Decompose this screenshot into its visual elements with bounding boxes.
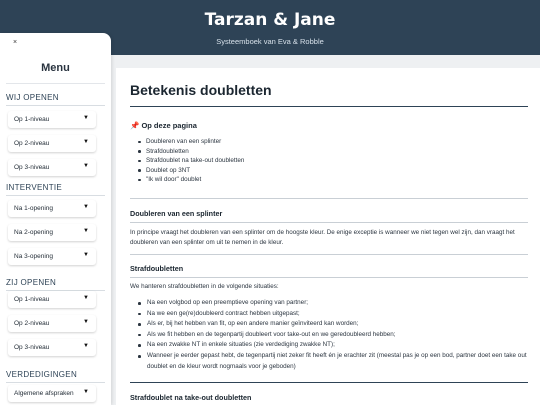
site-title: Tarzan & Jane <box>204 10 336 30</box>
close-icon[interactable]: × <box>13 39 18 46</box>
dropdown-interventie-1[interactable] <box>8 200 96 217</box>
section-text-splinter: In principe vraagt het doubleren van een splinter om de hoogste kleur. De enige exceptie is wanneer we niet tegen wel zijn, dan vraagt het doubleren van een splinter om uit te nemen in de kleur. <box>130 229 515 246</box>
section-label-wij-openen: WIJ OPENEN <box>6 93 59 102</box>
chevron-down-icon: ▼ <box>83 389 89 395</box>
dropdown-label: Op 3-niveau <box>14 164 50 171</box>
dropdown-label: Op 1-niveau <box>14 116 50 123</box>
list-item: Na een zwakke NT in enkele situaties (zie verdediging zwakke NT); <box>138 340 528 351</box>
chevron-down-icon: ▼ <box>83 115 89 121</box>
toc-link[interactable]: Strafdoubletten <box>138 148 244 158</box>
chevron-down-icon: ▼ <box>83 139 89 145</box>
section-intro-strafdoubletten: We hanteren strafdoubletten in de volgende situaties: <box>130 283 279 290</box>
chevron-down-icon: ▼ <box>83 343 89 349</box>
dropdown-label: Op 2-niveau <box>14 320 50 327</box>
sidebar-menu <box>0 33 111 405</box>
title-divider <box>130 106 528 107</box>
pin-icon: 📌 <box>130 121 140 130</box>
dropdown-label: Na 3-opening <box>14 253 54 260</box>
chevron-down-icon: ▼ <box>83 163 89 169</box>
dropdown-label: Na 2-opening <box>14 229 54 236</box>
toc-link[interactable]: "Ik wil door" doublet <box>138 176 244 186</box>
dropdown-zij-openen-1[interactable] <box>8 291 96 308</box>
dropdown-label: Op 3-niveau <box>14 344 50 351</box>
section-divider <box>130 254 528 255</box>
toc-link[interactable]: Doubleren van een splinter <box>138 138 244 148</box>
section-divider <box>6 105 105 106</box>
dropdown-zij-openen-3[interactable] <box>8 339 96 356</box>
dropdown-label: Op 2-niveau <box>14 140 50 147</box>
list-item: Wanneer je eerder gepast hebt, de tegenpartij niet zeker fit heeft én je erachter zit (meestal pas je op een bod, partner doet een take out doublet en de kleur wordt nogmaals voor je geboden) <box>138 351 528 372</box>
dropdown-zij-openen-2[interactable] <box>8 315 96 332</box>
dropdown-wij-openen-3[interactable] <box>8 159 96 176</box>
site-subtitle: Systeemboek van Eva & Robble <box>216 37 324 46</box>
dropdown-wij-openen-1[interactable] <box>8 111 96 128</box>
list-item: Als we fit hebben en de tegenpartij doubleert voor take-out en we geredoubleerd hebben; <box>138 330 528 341</box>
chevron-down-icon: ▼ <box>83 252 89 258</box>
dropdown-interventie-2[interactable] <box>8 224 96 241</box>
dropdown-wij-openen-2[interactable] <box>8 135 96 152</box>
chevron-down-icon: ▼ <box>83 228 89 234</box>
section-divider <box>6 195 105 196</box>
page-title: Betekenis doubletten <box>130 82 272 98</box>
dropdown-interventie-3[interactable] <box>8 248 96 265</box>
section-divider <box>130 222 528 223</box>
list-item: Na we een ge(re)doubleerd contract hebben uitgepast; <box>138 309 528 320</box>
chevron-down-icon: ▼ <box>83 295 89 301</box>
section-label-verdedigingen: VERDEDIGINGEN <box>6 370 78 379</box>
dropdown-label: Algemene afspraken <box>14 390 74 397</box>
section-divider <box>130 198 528 199</box>
section-heading-strafdoubletten: Strafdoubletten <box>130 264 184 273</box>
section-label-interventie: INTERVENTIE <box>6 183 63 192</box>
list-item: Na een volgbod op een preemptieve opening van partner; <box>138 298 528 309</box>
section-divider <box>130 277 528 278</box>
section-heading-splinter: Doubleren van een splinter <box>130 209 223 218</box>
section-divider <box>6 382 105 383</box>
main-content <box>116 68 540 405</box>
section-divider <box>130 382 528 383</box>
menu-divider <box>6 83 105 84</box>
dropdown-verdedigingen-1[interactable] <box>8 385 96 402</box>
dropdown-label: Op 1-niveau <box>14 296 50 303</box>
toc-list <box>138 138 244 186</box>
toc-heading <box>130 121 197 130</box>
toc-heading-text: Op deze pagina <box>141 121 197 130</box>
menu-title: Menu <box>41 62 70 74</box>
toc-link[interactable]: Doublet op 3NT <box>138 167 244 177</box>
strafdoubletten-list <box>138 298 528 372</box>
section-heading-take-out: Strafdoublet na take-out doubletten <box>130 393 252 402</box>
dropdown-label: Na 1-opening <box>14 205 54 212</box>
toc-link[interactable]: Strafdoublet na take-out doubletten <box>138 157 244 167</box>
chevron-down-icon: ▼ <box>83 319 89 325</box>
list-item: Als er, bij het hebben van fit, op een andere manier geïnviteerd kan worden; <box>138 319 528 330</box>
chevron-down-icon: ▼ <box>83 204 89 210</box>
section-label-zij-openen: ZIJ OPENEN <box>6 278 57 287</box>
